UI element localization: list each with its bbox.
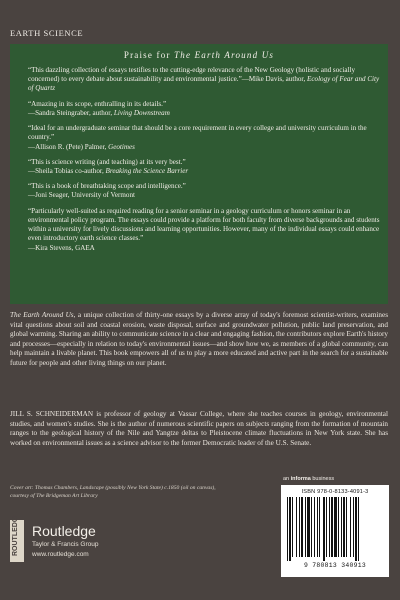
praise-box [10,44,388,304]
quote-source: Breaking the Science Barrier [105,166,189,175]
quote-attribution: —Kira Stevens, GAEA [28,243,95,252]
quote-source: Living Downstream [113,108,170,117]
quote-attribution: —Sheila Tobias co-author, Breaking the Science Barrier [28,166,189,175]
informa-business-label: an informa business [283,476,335,482]
routledge-logo-icon [10,512,24,562]
quote-source: Ecology of Fear and City of Quartz [28,75,380,93]
quote-text: “This is a book of breathtaking scope and intelligence.” [28,182,186,191]
book-description [10,311,388,368]
isbn-text: ISBN 978-0-8133-4091-3 [301,489,369,495]
book-title: The Earth Around Us, [10,311,76,319]
quote-attribution: —Sandra Steingraber, author, Living Downstream [28,108,170,117]
praise-title-book: The Earth Around Us [174,50,275,60]
routledge-mark-text: ROUTLEDGE [12,512,19,556]
author-name: JILL S. SCHNEIDERMAN [10,410,94,418]
quote-attribution: —Joni Seager, University of Vermont [28,191,135,200]
quote-4 [28,158,380,176]
publisher-url: www.routledge.com [32,551,89,558]
cover-credit-line-1: Cover art: Thomas Chambers, Landscape (possibly New York State) c.1850 (oil on canvas), [10,485,216,491]
quote-1 [28,66,380,94]
quote-3 [28,124,380,152]
cover-credit-line-2: courtesy of The Bridgeman Art Library [10,492,98,499]
quote-text: “This is science writing (and teaching) at its very best.” [28,157,186,166]
description-text: a unique collection of thirty-one essays by a diverse array of today's foremost scientist-writers, examines vital questions about soil and coastal erosion, waste disposal, surface and groundwater pollution, public land preservation, and global warming. Sharing an ability to communicate science in a clear and engaging fashion, the contributors explore Earth's history and processes—especially in relation to today's environmental issues—and show how we, as members of a global community, can help maintain a livable planet. This book empowers all of us to play a more educated and active part in the search for a sustainable future for people and other living things on our planet. [10,311,388,367]
cover-credit [10,485,270,500]
barcode-icon [285,497,385,561]
praise-title-prefix: Praise for [123,50,175,60]
quote-text: “Amazing in its scope, enthralling in its details.” [28,99,167,108]
praise-title [18,50,380,60]
publisher-group: Taylor & Francis Group [32,541,99,548]
isbn-barcode [281,485,389,577]
quote-2 [28,100,380,118]
category-label: EARTH SCIENCE [10,28,84,38]
quote-text: “Ideal for an undergraduate seminar that should be a core requirement in every college and university curriculum in the country.” [28,124,367,142]
quote-5 [28,182,380,200]
publisher-name: Routledge [32,523,96,539]
quote-text: “This dazzling collection of essays testifies to the cutting-edge relevance of the New Geology (holistic and socially concerned) to every debate about sustainability and environmental justice.”—Mike Davis, author, [28,66,355,84]
informa-name: informa [290,476,311,482]
quote-text: “Particularly well-suited as required reading for a senior seminar in a geology curriculum or honors seminar in an environmental policy program. The essays could provide a platform for both faculty from diverse backgrounds and students within a university for lively discussions and learning opportunities. However, many of the individual essays could enhance even introductory earth science classes.” [28,206,380,243]
author-bio-text: is professor of geology at Vassar College, where she teaches courses in geology, environmental studies, and women's studies. She is the author of numerous scientific papers on subjects ranging from the formation of mountain ranges to the geological history of the Nile and Yangtze deltas to Pleistocene climate fluctuations in New York state. She has worked on environmental issues as a science advisor to the former Democratic leader of the U.S. Senate. [10,410,388,447]
barcode-number: 9 780813 340913 [303,562,367,569]
publisher-logo-block [10,512,190,570]
quote-source: Geotimes [108,142,135,151]
quote-attribution: —Allison R. (Pete) Palmer, Geotimes [28,142,135,151]
author-bio [10,410,388,448]
quote-6 [28,207,380,253]
